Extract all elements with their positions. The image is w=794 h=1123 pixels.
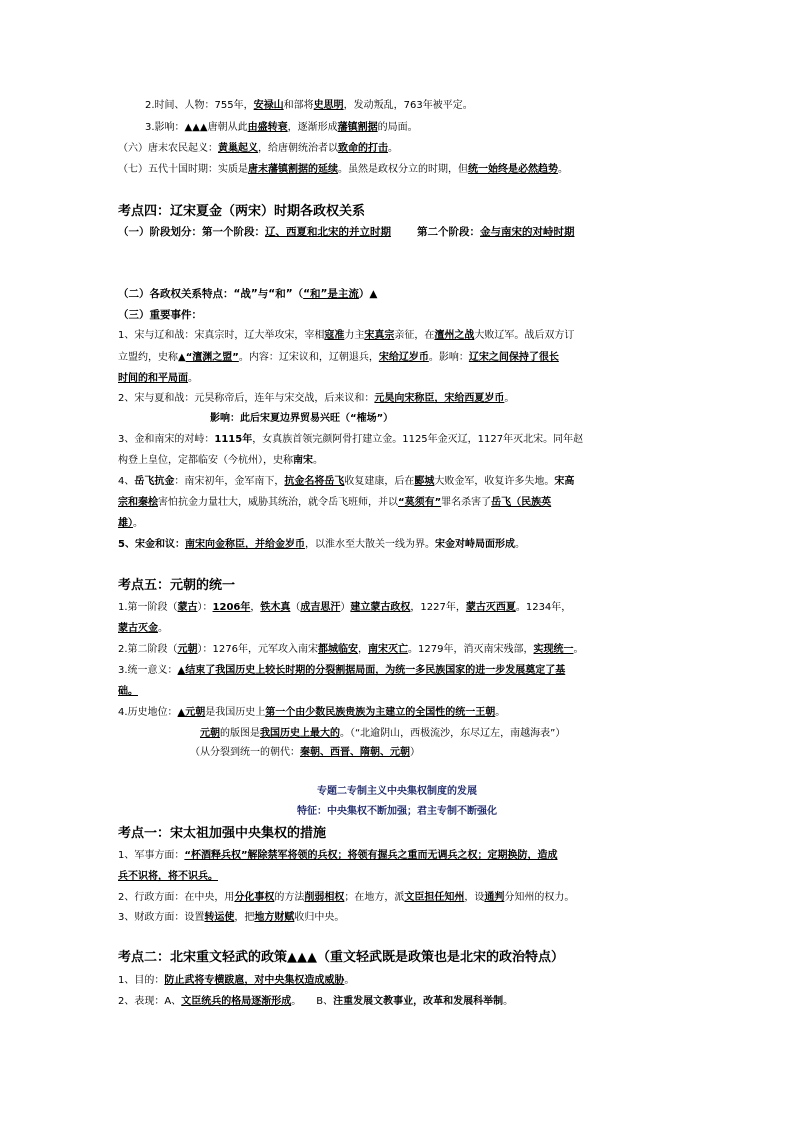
subheading-events: （三）重要事件： (118, 309, 202, 321)
paragraph-unification-meaning-b: 础。 (118, 686, 138, 697)
paragraph-historical-status: 4.历史地位：▲元朝是我国历史上第一个由少数民族贵族为主建立的全国性的统一王朝。 (118, 707, 506, 718)
paragraph-song-jin-peace: 5、宋金和议：南宋向金称臣，并给金岁币，以淮水至大散关一线为界。宋金对峙局面形成。 (118, 539, 525, 550)
paragraph-time-people: 2.时间、人物：755年，安禄山和部将史思明，发动叛乱，763年被平定。 (145, 100, 473, 111)
paragraph-yue-fei-2: 宗和秦桧害怕抗金力量壮大，威胁其统治，就令岳飞班师，并以“莫须有”罪名杀害了岳飞（民族英 (118, 497, 552, 508)
heading-point-five: 考点五：元朝的统一 (118, 578, 236, 593)
paragraph-military-b: 兵不识将，将不识兵。 (118, 871, 218, 882)
paragraph-unification-meaning: 3.统一意义：▲结束了我国历史上较长时期的分裂割据局面，为统一多民族国家的进一步发展奠定了基 (118, 665, 566, 676)
paragraph-stage-division: （一）阶段划分：第一个阶段：辽、西夏和北宋的并立时期 第二个阶段：金与南宋的对峙时期 (118, 226, 575, 238)
paragraph-yuan-stage-2: 2.第二阶段（元朝）：1276年，元军攻入南宋都城临安，南宋灭亡。1279年，消灭南宋残部，实现统一。 (118, 644, 584, 655)
topic-two-feature: 特征：中央集权不断加强；君主专制不断强化 (297, 806, 497, 817)
paragraph-five-dynasties: （七）五代十国时期：实质是唐末藩镇割据的延续。虽然是政权分立的时期，但统一始终是必然趋势。 (118, 164, 568, 175)
heading-point-four: 考点四：辽宋夏金（两宋）时期各政权关系 (118, 204, 366, 219)
paragraph-peasant-uprising: （六）唐末农民起义：黄巢起义，给唐朝统治者以致命的打击。 (118, 143, 398, 154)
paragraph-song-liao-2: 立盟约，史称▲“澶渊之盟”。内容：辽宋议和，辽朝退兵，宋给辽岁币。影响：辽宋之间保持了很长 (118, 352, 559, 363)
paragraph-jin-song-2: 构登上皇位，定都临安（今杭州），史称南宋。 (118, 455, 323, 466)
paragraph-yuan-territory: 元朝的版图是我国历史上最大的。（“北逾阴山，西极流沙，东尽辽左，南越海表”） (200, 728, 566, 739)
paragraph-yue-fei-1: 4、岳飞抗金：南宋初年，金军南下，抗金名将岳飞收复建康，后在郾城大败金军，收复许多失地。宋高 (118, 476, 575, 487)
paragraph-yuan-stage-1: 1.第一阶段（蒙古）：1206年，铁木真（成吉思汗）建立蒙古政权，1227年，蒙古灭西夏。1234年， (118, 602, 572, 613)
paragraph-jin-song-1: 3、金和南宋的对峙：1115年，女真族首领完颜阿骨打建立金。1125年金灭辽，1127年灭北宋。同年赵 (118, 434, 584, 445)
paragraph-song-xia: 2、宋与夏和战：元昊称帝后，连年与宋交战，后来议和：元昊向宋称臣，宋给西夏岁币。 (118, 393, 515, 404)
paragraph-administration: 2、行政方面：在中央，用分化事权的方法削弱相权；在地方，派文臣担任知州，设通判分知州的权力。 (118, 892, 575, 903)
heading-point-one: 考点一：宋太祖加强中央集权的措施 (118, 826, 327, 841)
paragraph-yue-fei-3: 雄）。 (118, 518, 143, 529)
paragraph-finance: 3、财政方面：设置转运使，把地方财赋收归中央。 (118, 912, 345, 923)
paragraph-song-liao-3: 时间的和平局面。 (118, 373, 198, 384)
heading-point-two: 考点二：北宋重文轻武的政策▲▲▲（重文轻武既是政策也是北宋的政治特点） (118, 950, 564, 965)
paragraph-yuan-stage-1b: 蒙古灭金。 (118, 623, 168, 634)
paragraph-song-liao-1: 1、宋与辽和战：宋真宗时，辽大举攻宋，宰相寇准力主宋真宗亲征，在澶州之战大败辽军。战后双方订 (118, 330, 575, 341)
topic-two-title: 专题二专制主义中央集权制度的发展 (317, 786, 477, 797)
paragraph-military: 1、军事方面：“杯酒释兵权”解除禁军将领的兵权；将领有握兵之重而无调兵之权；定期换防，造成 (118, 850, 558, 861)
paragraph-unifying-dynasties: （从分裂到统一的朝代：秦朝、西晋、隋朝、元朝） (190, 747, 420, 758)
paragraph-purpose: 1、目的：防止武将专横跋扈，对中央集权造成威胁。 (118, 975, 355, 986)
paragraph-manifestation: 2、表现：A、文臣统兵的格局逐渐形成。 B、注重发展文教事业，改革和发展科举制。 (118, 996, 514, 1007)
paragraph-relationship-feature: （二）各政权关系特点：“战”与“和”（“和”是主流）▲ (118, 288, 378, 300)
paragraph-influence: 3.影响：▲▲▲唐朝从此由盛转衰，逐渐形成藩镇割据的局面。 (145, 122, 418, 133)
paragraph-song-xia-influence: 影响：此后宋夏边界贸易兴旺（“榷场”） (210, 413, 394, 424)
